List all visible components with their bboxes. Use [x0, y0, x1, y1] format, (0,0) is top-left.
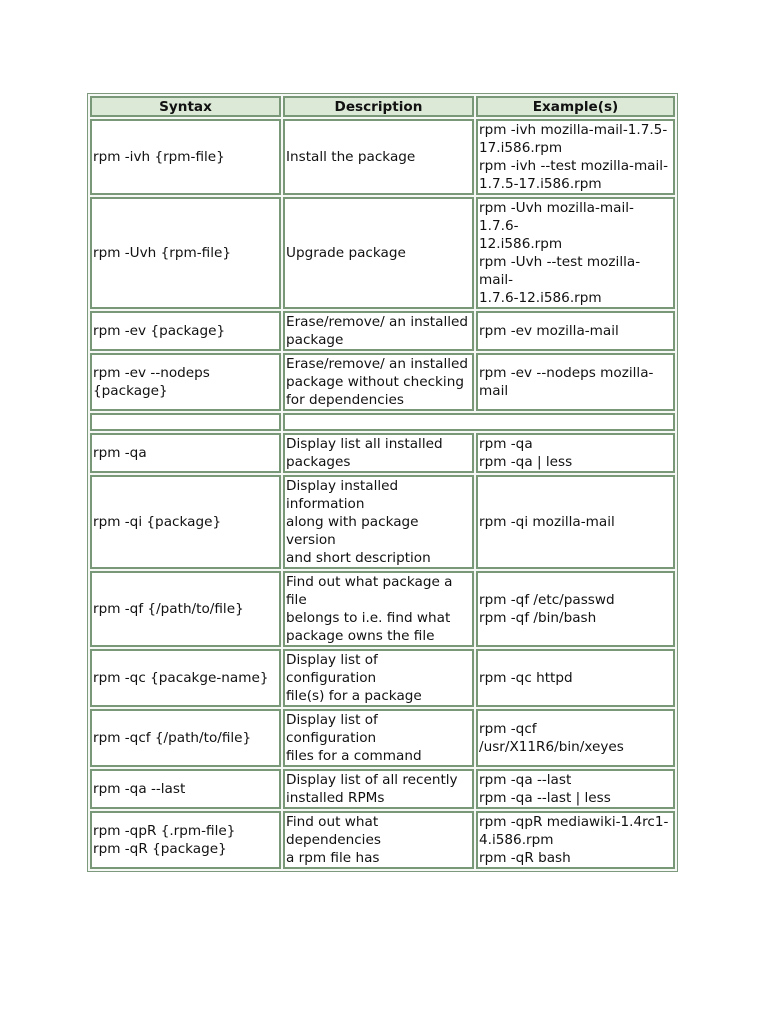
examples-cell — [476, 571, 675, 647]
header-examples: Example(s) — [476, 96, 675, 117]
examples-cell — [476, 769, 675, 809]
examples-cell — [476, 119, 675, 195]
syntax-line: rpm -ev --nodeps {package} — [93, 365, 210, 399]
examples-line: rpm -qa --last — [479, 772, 572, 788]
description-line: Erase/remove/ an installed — [286, 356, 469, 372]
syntax-cell — [90, 769, 281, 809]
examples-line: rpm -qcf — [479, 721, 537, 737]
examples-line: rpm -qc httpd — [479, 670, 573, 686]
table-row — [90, 197, 675, 309]
description-line: file(s) for a package — [286, 688, 422, 704]
description-line: packages — [286, 454, 351, 470]
header-row — [90, 96, 675, 117]
header-syntax: Syntax — [90, 96, 281, 117]
description-line: Display list of all recently — [286, 772, 458, 788]
table-row — [90, 119, 675, 195]
examples-cell — [476, 709, 675, 767]
table-row — [90, 649, 675, 707]
syntax-cell — [90, 311, 281, 351]
table-row — [90, 811, 675, 869]
table-row — [90, 475, 675, 569]
syntax-line: rpm -ev {package} — [93, 323, 226, 339]
description-cell — [283, 571, 474, 647]
examples-line: rpm -qf /etc/passwd — [479, 592, 615, 608]
examples-line: rpm -Uvh mozilla-mail-1.7.6- — [479, 200, 634, 234]
examples-line: 1.7.5-17.i586.rpm — [479, 176, 602, 192]
syntax-cell — [90, 709, 281, 767]
description-line: Display list of configuration — [286, 652, 378, 686]
description-line: package without checking — [286, 374, 464, 390]
examples-line: rpm -qi mozilla-mail — [479, 514, 615, 530]
description-cell — [283, 709, 474, 767]
description-line: Display installed information — [286, 478, 399, 512]
description-line: package — [286, 332, 344, 348]
syntax-line: rpm -qa --last — [93, 781, 186, 797]
examples-line: rpm -ev mozilla-mail — [479, 323, 619, 339]
description-line: Find out what dependencies — [286, 814, 381, 848]
table-row — [90, 769, 675, 809]
spacer-cell — [90, 413, 281, 431]
examples-line: 17.i586.rpm — [479, 140, 563, 156]
examples-cell — [476, 353, 675, 411]
description-cell — [283, 311, 474, 351]
syntax-cell — [90, 475, 281, 569]
spacer-cell — [283, 413, 675, 431]
examples-cell — [476, 197, 675, 309]
syntax-cell — [90, 811, 281, 869]
table-row — [90, 433, 675, 473]
examples-line: mail — [479, 383, 509, 399]
examples-line: rpm -qf /bin/bash — [479, 610, 597, 626]
spacer-row — [90, 413, 675, 431]
description-line: Install the package — [286, 149, 416, 165]
syntax-cell — [90, 197, 281, 309]
table-body — [90, 119, 675, 869]
description-line: along with package version — [286, 514, 419, 548]
description-cell — [283, 475, 474, 569]
examples-line: 4.i586.rpm — [479, 832, 554, 848]
table-row — [90, 571, 675, 647]
description-cell — [283, 433, 474, 473]
examples-cell — [476, 433, 675, 473]
examples-line: /usr/X11R6/bin/xeyes — [479, 739, 624, 755]
description-line: Display list of configuration — [286, 712, 378, 746]
description-line: for dependencies — [286, 392, 404, 408]
examples-line: rpm -qR bash — [479, 850, 571, 866]
header-description: Description — [283, 96, 474, 117]
examples-line: rpm -ivh mozilla-mail-1.7.5- — [479, 122, 668, 138]
table-row — [90, 709, 675, 767]
examples-line: rpm -qa --last | less — [479, 790, 611, 806]
description-line: files for a command — [286, 748, 422, 764]
description-cell — [283, 119, 474, 195]
examples-cell — [476, 311, 675, 351]
rpm-commands-table — [87, 93, 678, 872]
examples-cell — [476, 811, 675, 869]
syntax-line: rpm -qc {pacakge-name} — [93, 670, 269, 686]
examples-cell — [476, 649, 675, 707]
syntax-cell — [90, 571, 281, 647]
description-cell — [283, 769, 474, 809]
description-cell — [283, 811, 474, 869]
table-row — [90, 353, 675, 411]
examples-line: rpm -qpR mediawiki-1.4rc1- — [479, 814, 669, 830]
examples-cell — [476, 475, 675, 569]
examples-line: rpm -qa | less — [479, 454, 573, 470]
examples-line: rpm -Uvh --test mozilla-mail- — [479, 254, 641, 288]
description-line: Display list all installed — [286, 436, 443, 452]
description-cell — [283, 197, 474, 309]
syntax-line: rpm -Uvh {rpm-file} — [93, 245, 231, 261]
syntax-cell — [90, 433, 281, 473]
description-cell — [283, 353, 474, 411]
description-cell — [283, 649, 474, 707]
description-line: package owns the file — [286, 628, 435, 644]
description-line: installed RPMs — [286, 790, 385, 806]
description-line: belongs to i.e. find what — [286, 610, 451, 626]
description-line: and short description — [286, 550, 431, 566]
examples-line: rpm -ev --nodeps mozilla- — [479, 365, 654, 381]
examples-line: 12.i586.rpm — [479, 236, 563, 252]
syntax-cell — [90, 353, 281, 411]
table-row — [90, 311, 675, 351]
description-line: Erase/remove/ an installed — [286, 314, 469, 330]
syntax-line: rpm -qf {/path/to/file} — [93, 601, 244, 617]
description-line: Upgrade package — [286, 245, 406, 261]
syntax-line: rpm -qR {package} — [93, 841, 227, 857]
description-line: a rpm file has — [286, 850, 380, 866]
description-line: Find out what package a file — [286, 574, 453, 608]
examples-line: rpm -ivh --test mozilla-mail- — [479, 158, 668, 174]
syntax-line: rpm -qa — [93, 445, 147, 461]
syntax-line: rpm -qpR {.rpm-file} — [93, 823, 236, 839]
syntax-line: rpm -qcf {/path/to/file} — [93, 730, 252, 746]
syntax-line: rpm -qi {package} — [93, 514, 222, 530]
syntax-line: rpm -ivh {rpm-file} — [93, 149, 225, 165]
syntax-cell — [90, 119, 281, 195]
examples-line: 1.7.6-12.i586.rpm — [479, 290, 602, 306]
examples-line: rpm -qa — [479, 436, 533, 452]
syntax-cell — [90, 649, 281, 707]
